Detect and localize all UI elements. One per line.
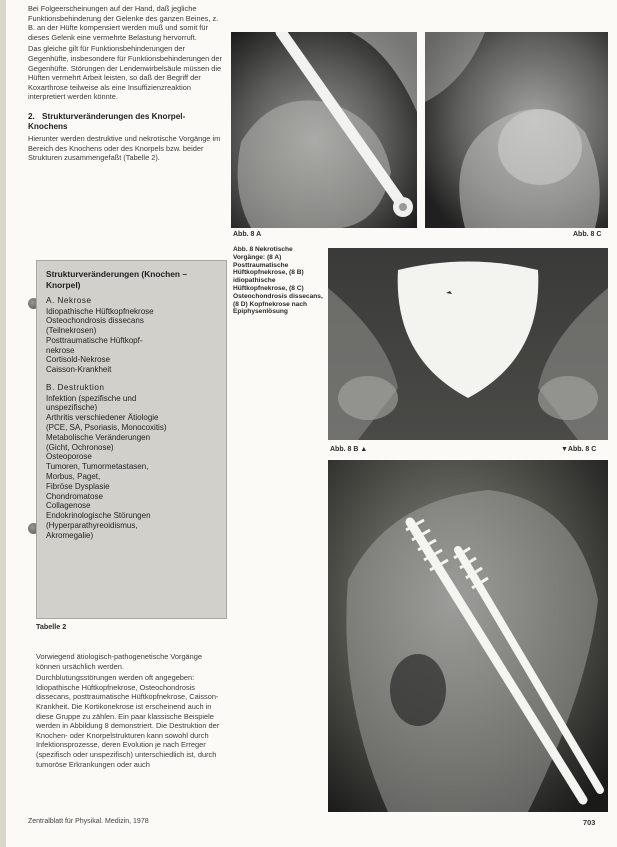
group-a-item: nekrose [46, 345, 75, 355]
page-edge [0, 0, 6, 847]
figure-caption: Abb. 8 Nekrotische Vorgänge: (8 A) Posttraumatische Hüftkopfnekrose, (8 B) idiopathische Hüftkopfnekrose, (8 C) Osteochondrosis dissecans, (8 D) Kopfnekrose nach Epiphysenlösung [233, 246, 323, 316]
group-b-item: (Hyperparathyreoidismus, [46, 520, 138, 530]
group-a-item: Osteochondrosis dissecans [46, 316, 144, 326]
group-b-item: Endokrinologische Störungen [46, 511, 151, 521]
lower-paragraph-2: Durchblutungsstörungen werden oft angegeben: Idiopathische Hüftkopfnekrose, Osteochondrosis dissecans, posttraumatische Hüftkopfnekrose, Caisson-Krankheit. Die Kortikonekrose ist erscheinend auch in diese Gruppe zu zählen. Ein paar klassische Beispiele werden in Abbildung 8 demonstriert. Die Destruktion der Knochen- oder Knorpelstrukturen kann sowohl durch Infektionsprozesse, deren Evolution je nach Erreger (spezifisch oder unspezifisch) unterschiedlich ist, durch tumoröse Erkrankungen oder auch [36, 673, 220, 769]
group-b-item: Infektion (spezifische und [46, 393, 137, 403]
table-2 [36, 260, 227, 619]
group-b-item: Osteoporose [46, 452, 92, 462]
group-a-item: Posttraumatische Hüftkopf- [46, 335, 143, 345]
xray-8b-image [328, 248, 608, 440]
group-b-item: (PCE, SA, Psoriasis, Monocoxitis) [46, 422, 167, 432]
section-number: 2. [28, 111, 35, 121]
table-title: Strukturveränderungen (Knochen – Knorpel) [46, 269, 188, 290]
xray-8a-image [231, 32, 417, 228]
label-abb-8c-bottom: ▼Abb. 8 C [561, 446, 597, 453]
group-b-item: Tumoren, Tumormetastasen, [46, 462, 149, 472]
group-b-item: unspezifische) [46, 403, 98, 413]
group-a-heading: A. Nekrose [46, 296, 92, 305]
section-title: Strukturveränderungen des Knorpel-Knochens [28, 111, 186, 131]
lower-left-text [36, 652, 226, 771]
label-abb-8b: Abb. 8 B ▲ [330, 446, 368, 453]
group-b-item: Collagenose [46, 501, 91, 511]
group-b-item: Chondromatose [46, 491, 103, 501]
xray-8c-top-image [425, 32, 608, 228]
section-paragraph: Hierunter werden destruktive und nekrotische Vorgänge im Bereich des Knochens oder des Knorpels bzw. beider Strukturen zusammengefaßt (Tabelle 2). [28, 133, 221, 163]
footer-journal: Zentralblatt für Physikal. Medizin, 1978 [28, 818, 149, 825]
label-abb-8c-top: Abb. 8 C [573, 231, 602, 238]
table-caption: Tabelle 2 [36, 622, 67, 631]
section-heading [28, 112, 224, 132]
group-a-list [46, 307, 217, 376]
group-b-item: Metabolische Veränderungen [46, 432, 151, 442]
page-number: 703 [583, 818, 596, 827]
group-b-item: Akromegalie) [46, 530, 94, 540]
group-a-item: (Teilnekrosen) [46, 326, 97, 336]
paragraph-2: Das gleiche gilt für Funktionsbehinderungen der Gegenhüfte, insbesondere für Funktionsbehinderungen der Gegenhüfte. Störungen der Lendenwirbelsäule müssen die Hüften vermehrt Arbeit leisten, so daß der Begriff der Koxarthrose teilweise als eine Insuffizienzreaktion interpretiert werden könnte. [28, 44, 222, 102]
group-b-heading: B. Destruktion [46, 383, 105, 393]
xray-8c-bottom-image [328, 460, 608, 812]
group-a-item: Caisson-Krankheit [46, 365, 112, 375]
left-column-text [28, 4, 224, 165]
group-b-item: (Gicht, Ochronose) [46, 442, 114, 452]
group-b-list [46, 394, 217, 541]
group-b-item: Arthritis verschiedener Ätiologie [46, 413, 159, 423]
group-a-item: Idiopathische Hüftkopfnekrose [46, 306, 154, 316]
lower-paragraph-1: Vorwiegend ätiologisch-pathogenetische Vorgänge können ursächlich werden. [36, 652, 202, 671]
group-a-item: Cortisold-Nekrose [46, 355, 111, 365]
label-abb-8a: Abb. 8 A [233, 231, 262, 238]
paragraph-1: Bei Folgeerscheinungen auf der Hand, daß jegliche Funktionsbehinderung der Gelenke des ganzen Beines, z. B. an der Hüfte kompensiert werden muß und somit für dieses Gelenk eine vermehrte Belastung hervorruft. [28, 4, 219, 42]
group-b-item: Fibröse Dysplasie [46, 481, 110, 491]
group-b-item: Morbus, Paget, [46, 471, 101, 481]
